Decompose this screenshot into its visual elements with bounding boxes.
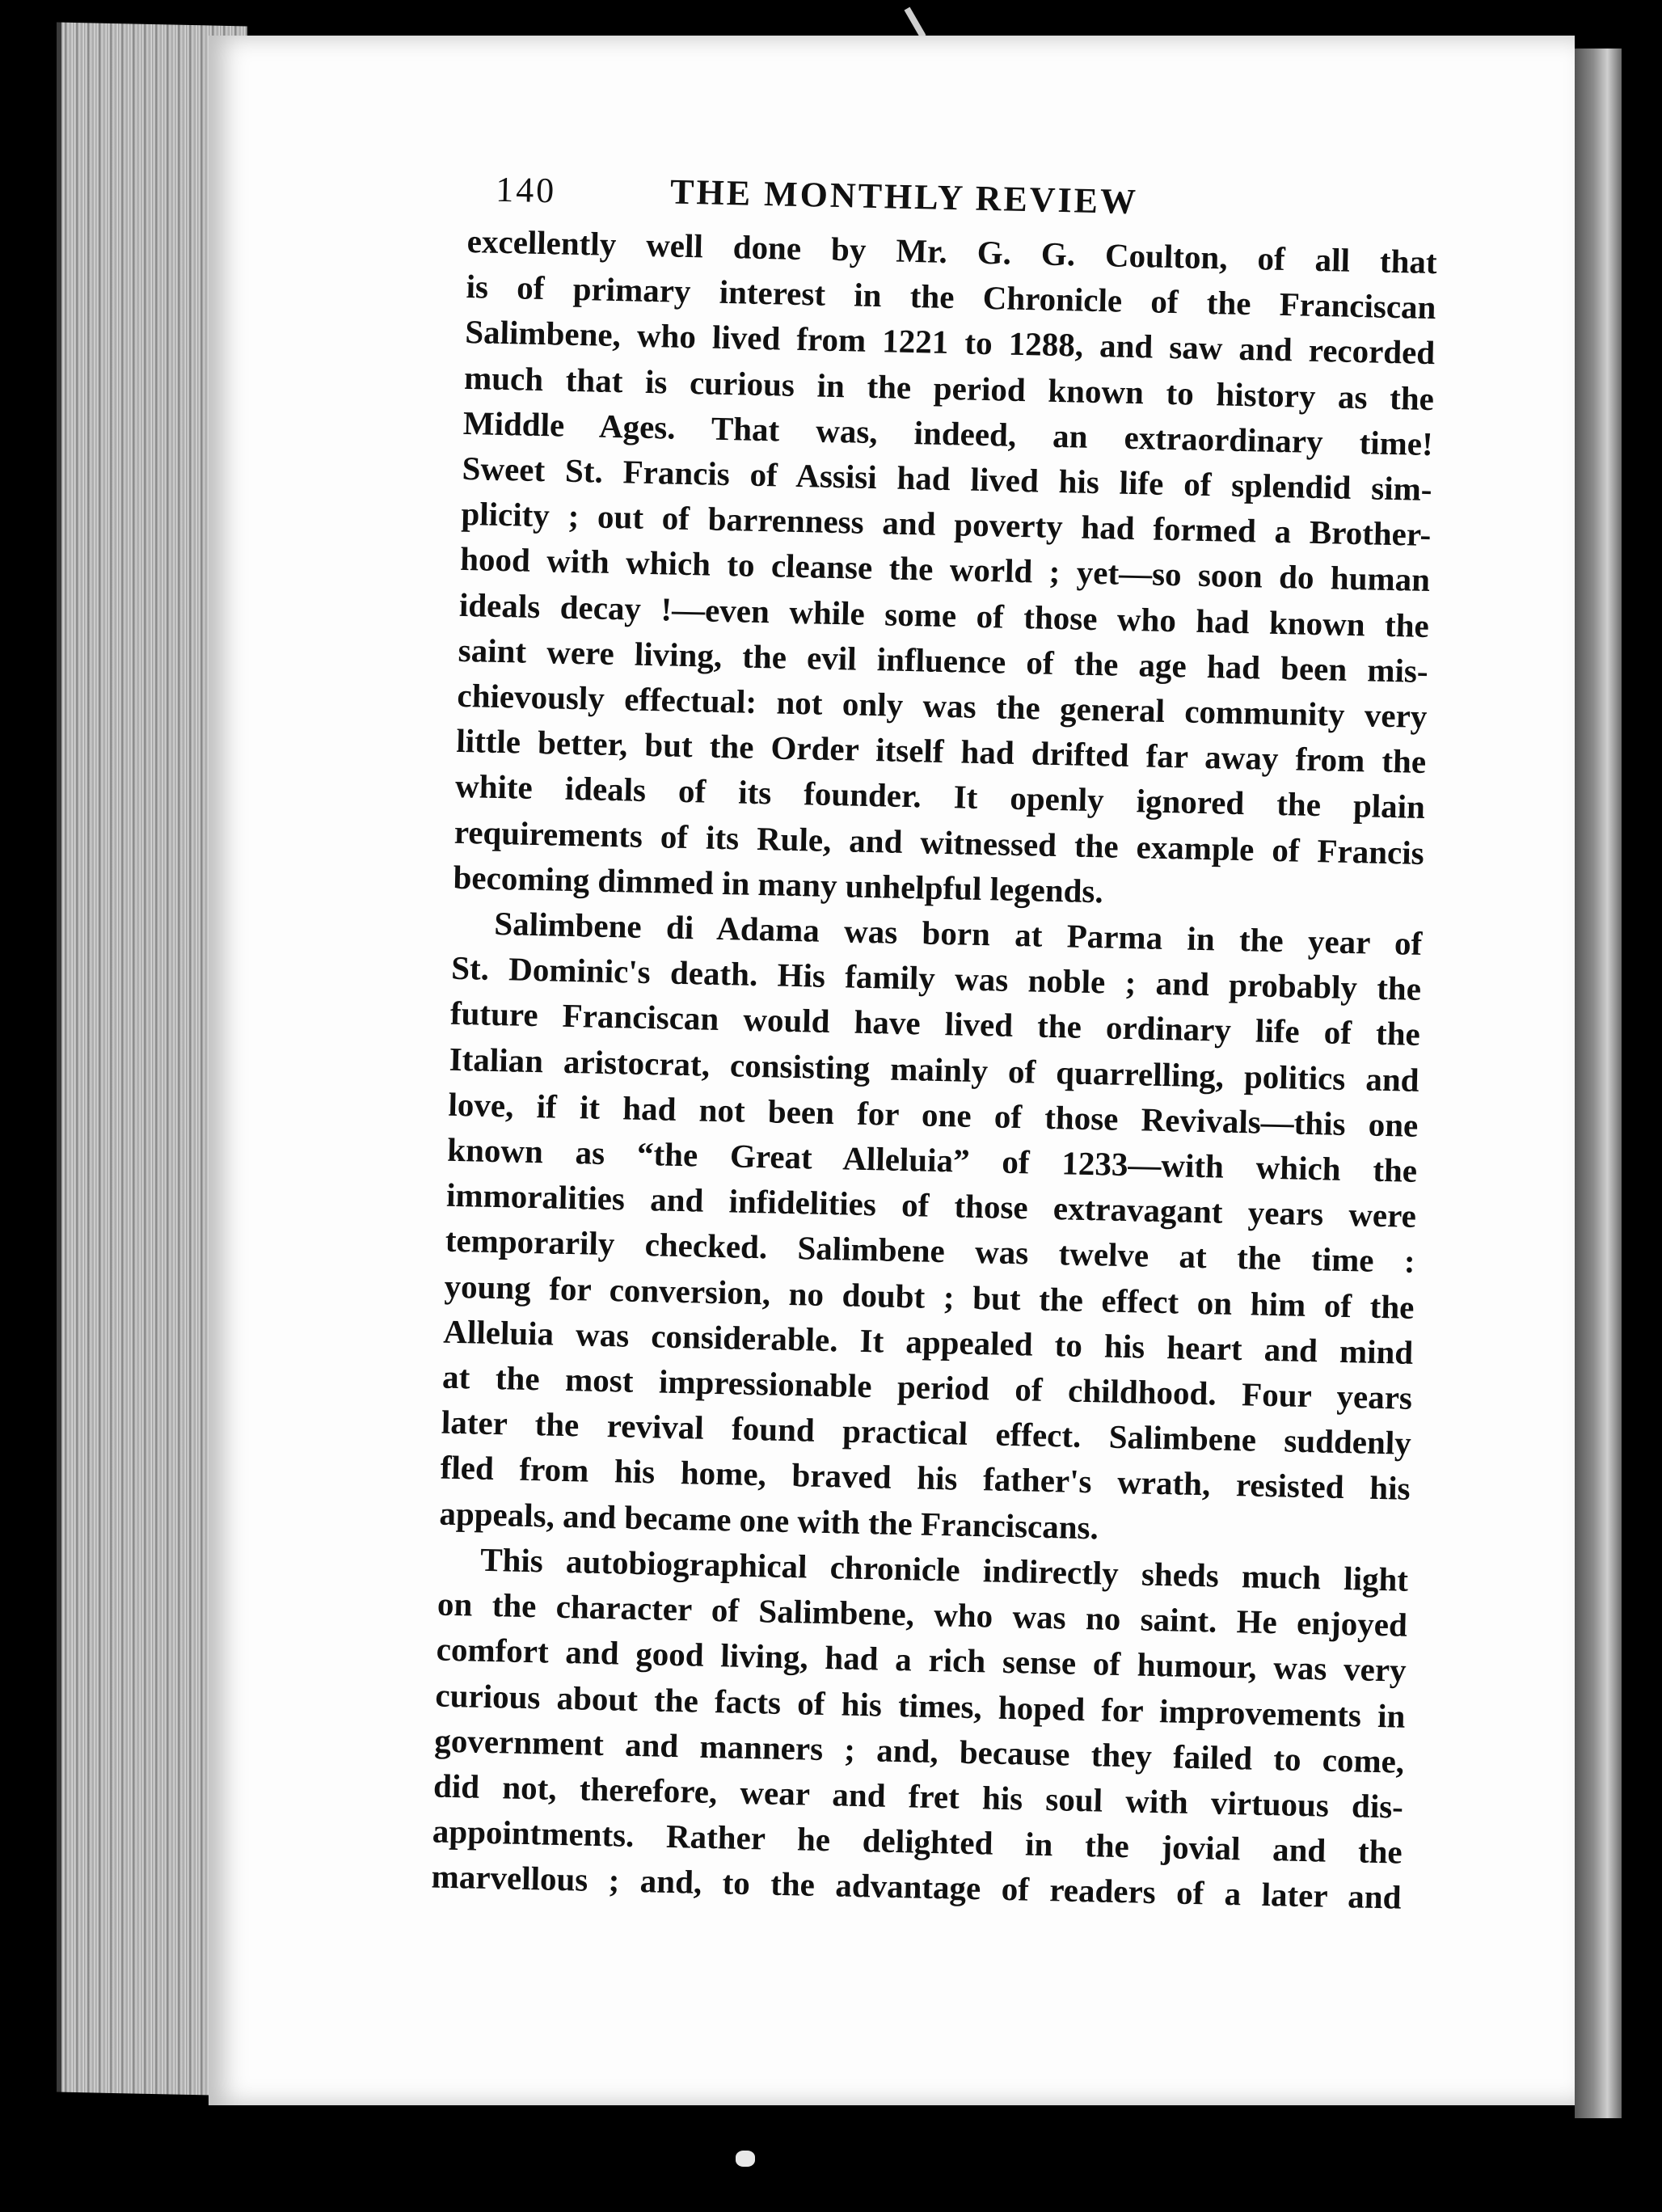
text-line: becoming dimmed in many unhelpful legends. [453,858,1104,910]
text-line: comfort and good living, had a rich sense of humour, was very [436,1630,1407,1690]
book-binding-edge [1575,49,1622,2118]
text-line: government and manners ; and, because they failed to come, [433,1721,1405,1780]
text-line: St. Dominic's death. His family was noble ; and probably the [450,949,1422,1008]
text-line: Alleluia was considerable. It appealed to his heart and mind [442,1312,1414,1371]
text-line: This autobiographical chronicle indirectly sheds much light [479,1540,1409,1598]
page-text [431,162,1439,1920]
text-line: on the character of Salimbene, who was no saint. He enjoyed [437,1585,1408,1644]
text-line: excellently well done by Mr. G. G. Coulton, of all that [466,222,1438,281]
text-line: curious about the facts of his times, hoped for improvements in [435,1676,1406,1735]
journal-title: THE MONTHLY REVIEW [669,171,1139,222]
text-line: plicity ; out of barrenness and poverty had formed a Brother- [461,495,1432,554]
text-line: Italian aristocrat, consisting mainly of quarrelling, politics and [449,1040,1420,1099]
text-line: much that is curious in the period known to history as the [463,358,1435,417]
text-line: later the revival found practical effect. Salimbene suddenly [441,1403,1412,1463]
text-line: is of primary interest in the Chronicle of the Franciscan [466,268,1436,327]
text-line: marvellous ; and, to the advantage of readers of a later and [431,1857,1402,1916]
paragraph-2 [439,900,1423,1557]
text-line: Sweet St. Francis of Assisi had lived his life of splendid sim- [462,449,1432,509]
page-number: 140 [495,169,557,211]
text-line: appointments. Rather he delighted in the jovial and the [432,1812,1403,1871]
text-line: future Franciscan would have lived the ordinary life of the [449,994,1421,1053]
text-line: ideals decay !—even while some of those who had known the [458,585,1430,644]
text-line: little better, but the Order itself had drifted far away from the [455,722,1427,781]
text-line: Salimbene, who lived from 1221 to 1288, and saw and recorded [464,313,1436,372]
paragraph-3 [431,1535,1409,1920]
scan-artifact [736,2151,755,2167]
text-line: requirements of its Rule, and witnessed the example of Francis [453,813,1425,872]
text-line: temporarily checked. Salimbene was twelve at the time : [445,1222,1416,1281]
text-line: Middle Ages. That was, indeed, an extraordinary time! [462,403,1434,462]
text-line: known as “the Great Alleluia” of 1233—with which the [446,1130,1418,1189]
text-line: saint were living, the evil influence of the age had been mis- [458,631,1429,690]
paragraph-1 [453,218,1437,921]
text-line: appeals, and became one with the Franciscans. [439,1494,1099,1547]
text-line: Salimbene di Adama was born at Parma in the year of [493,904,1423,962]
text-line: did not, therefore, wear and fret his soul with virtuous dis- [432,1767,1404,1826]
text-line: white ideals of its founder. It openly ignored the plain [454,767,1426,826]
text-line: love, if it had not been for one of those Revivals—this one [448,1085,1419,1144]
text-line: chievously effectual: not only was the general community very [457,676,1428,736]
text-line: at the most impressionable period of childhood. Four years [441,1357,1413,1416]
text-line: hood with which to cleanse the world ; yet—so soon do human [459,540,1431,599]
text-line: young for conversion, no doubt ; but the effect on him of the [444,1267,1415,1326]
text-line: fled from his home, braved his father's wrath, resisted his [440,1449,1411,1508]
text-line: immoralities and infidelities of those extravagant years were [445,1176,1417,1235]
